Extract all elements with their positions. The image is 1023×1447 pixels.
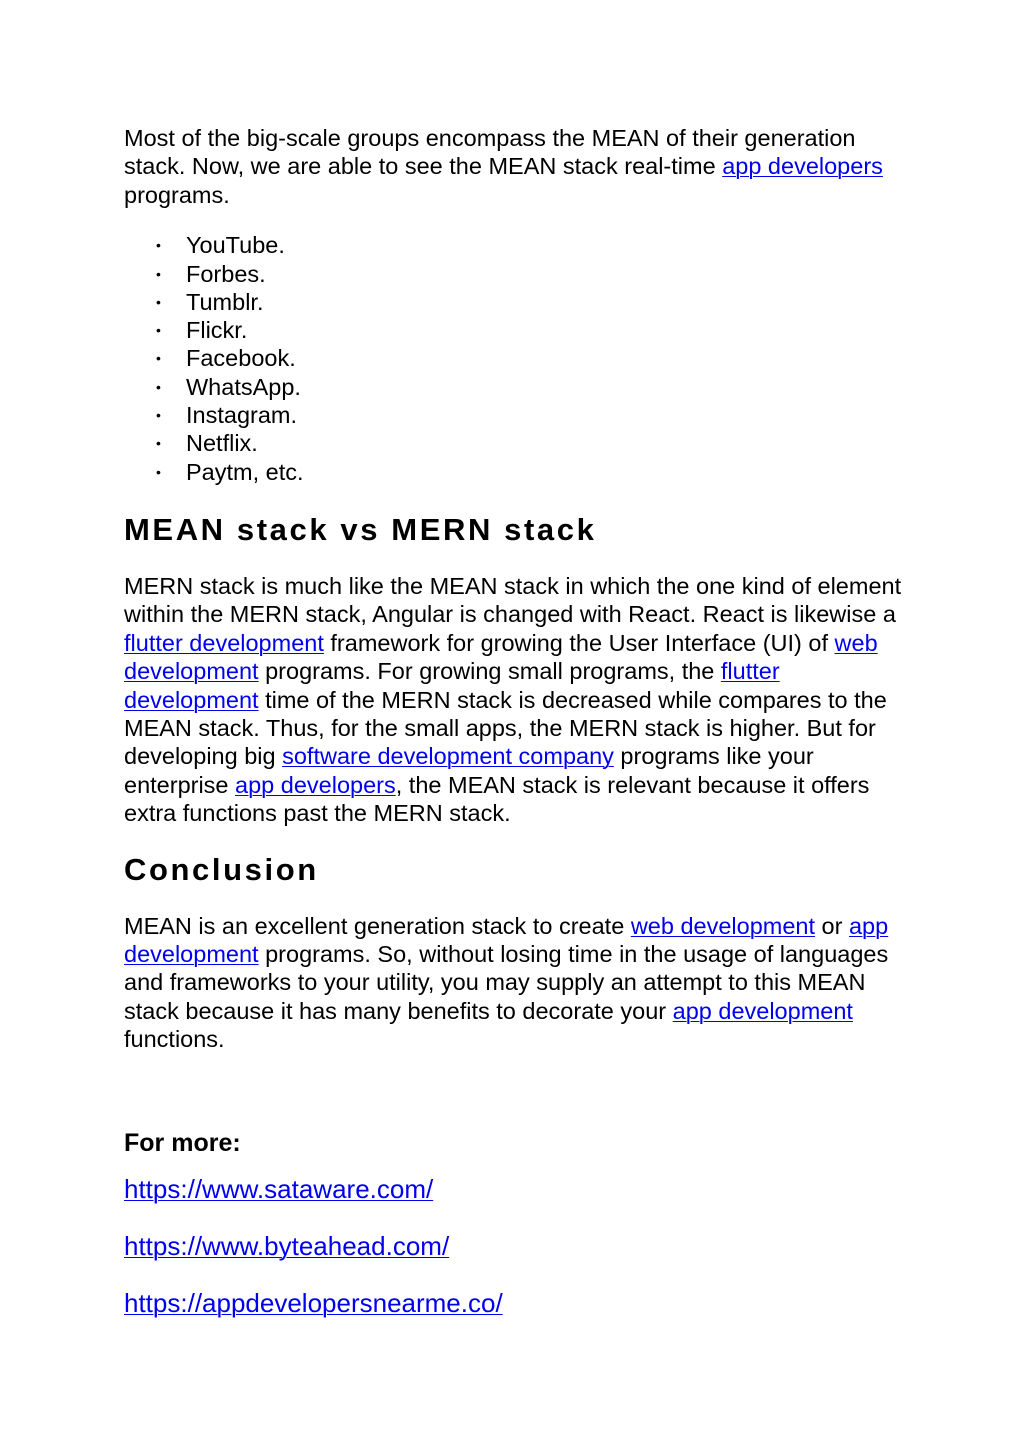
bullet-icon: •: [156, 378, 161, 395]
app-development-link[interactable]: app development: [124, 912, 889, 967]
list-item: [124, 231, 914, 259]
bullet-icon: •: [156, 322, 161, 339]
mean-vs-mern-paragraph: [124, 572, 914, 828]
byteahead-url-link[interactable]: https://www.byteahead.com/: [124, 1230, 450, 1261]
list-item-text: Tumblr.: [186, 288, 264, 315]
software-development-company-link[interactable]: software development company: [282, 743, 614, 770]
conclusion-paragraph: [124, 912, 914, 1054]
conclusion-heading: Conclusion: [124, 851, 319, 887]
list-item-text: Instagram.: [186, 402, 298, 428]
mern-text-2: framework for growing the User Interface (UI) of: [323, 629, 835, 656]
bullet-icon: •: [156, 350, 161, 367]
mern-text-6: , the MEAN stack is relevant because it offers extra functions past the MERN stack.: [124, 771, 870, 827]
mern-text-3: programs. For growing small programs, the: [258, 658, 721, 685]
bullet-icon: •: [156, 293, 161, 310]
list-item: [124, 316, 914, 344]
bullet-icon: •: [156, 237, 161, 254]
list-item: [124, 373, 914, 401]
list-item-text: Forbes.: [186, 260, 266, 287]
list-item-text: Paytm, etc.: [186, 458, 304, 485]
bullet-icon: •: [156, 265, 161, 282]
intro-text-2: programs.: [124, 181, 230, 208]
appdevelopersnearme-url-link[interactable]: https://appdevelopersnearme.co/: [124, 1287, 503, 1318]
list-item-text: WhatsApp.: [186, 373, 301, 400]
list-item: [124, 401, 914, 429]
app-developers-link-2[interactable]: app developers: [235, 771, 396, 798]
for-more-heading: For more:: [124, 1128, 241, 1157]
flutter-development-link-2[interactable]: flutter development: [124, 658, 780, 713]
list-item: [124, 429, 914, 457]
list-item: [124, 458, 914, 486]
app-development-link-2[interactable]: app development: [672, 997, 853, 1024]
list-item-text: Netflix.: [186, 430, 258, 457]
app-developers-link[interactable]: app developers: [722, 153, 883, 180]
mern-text-5: programs like your enterprise: [124, 743, 814, 798]
apps-bullet-list: [124, 231, 914, 486]
bullet-icon: •: [156, 463, 161, 480]
intro-paragraph: [124, 124, 914, 209]
list-item: [124, 288, 914, 316]
web-development-link[interactable]: web development: [124, 629, 878, 685]
url-line: [124, 1231, 914, 1261]
list-item: [124, 260, 914, 288]
intro-text-1: Most of the big-scale groups encompass the MEAN of their generation stack. Now, we are able to see the MEAN stack real-time: [124, 125, 856, 180]
list-item-text: Facebook.: [186, 345, 296, 372]
web-development-link-2[interactable]: web development: [630, 912, 816, 939]
sataware-url-link[interactable]: https://www.sataware.com/: [124, 1173, 434, 1204]
bullet-icon: •: [156, 407, 161, 423]
list-item: [124, 344, 914, 372]
conclusion-text-3: programs. So, without losing time in the usage of languages and frameworks to your utility, you may supply an attempt to this MEAN stack because it has many benefits to decorate your: [124, 940, 889, 1024]
conclusion-text-2: or: [815, 912, 849, 939]
document-page: [124, 124, 914, 1318]
mean-vs-mern-heading: MEAN stack vs MERN stack: [124, 511, 597, 547]
mern-text-4: time of the MERN stack is decreased while compares to the MEAN stack. Thus, for the small apps, the MERN stack is higher. But for developing big: [124, 686, 887, 770]
flutter-development-link[interactable]: flutter development: [124, 629, 324, 656]
mern-text-1: MERN stack is much like the MEAN stack in which the one kind of element within the MERN stack, Angular is changed with React. React is likewise a: [124, 572, 902, 628]
bullet-icon: •: [156, 435, 161, 452]
list-item-text: Flickr.: [186, 317, 248, 344]
conclusion-text-1: MEAN is an excellent generation stack to create: [124, 912, 631, 939]
list-item-text: YouTube.: [186, 232, 285, 259]
url-line: [124, 1288, 914, 1318]
conclusion-text-4: functions.: [124, 1026, 225, 1053]
url-line: [124, 1174, 914, 1204]
